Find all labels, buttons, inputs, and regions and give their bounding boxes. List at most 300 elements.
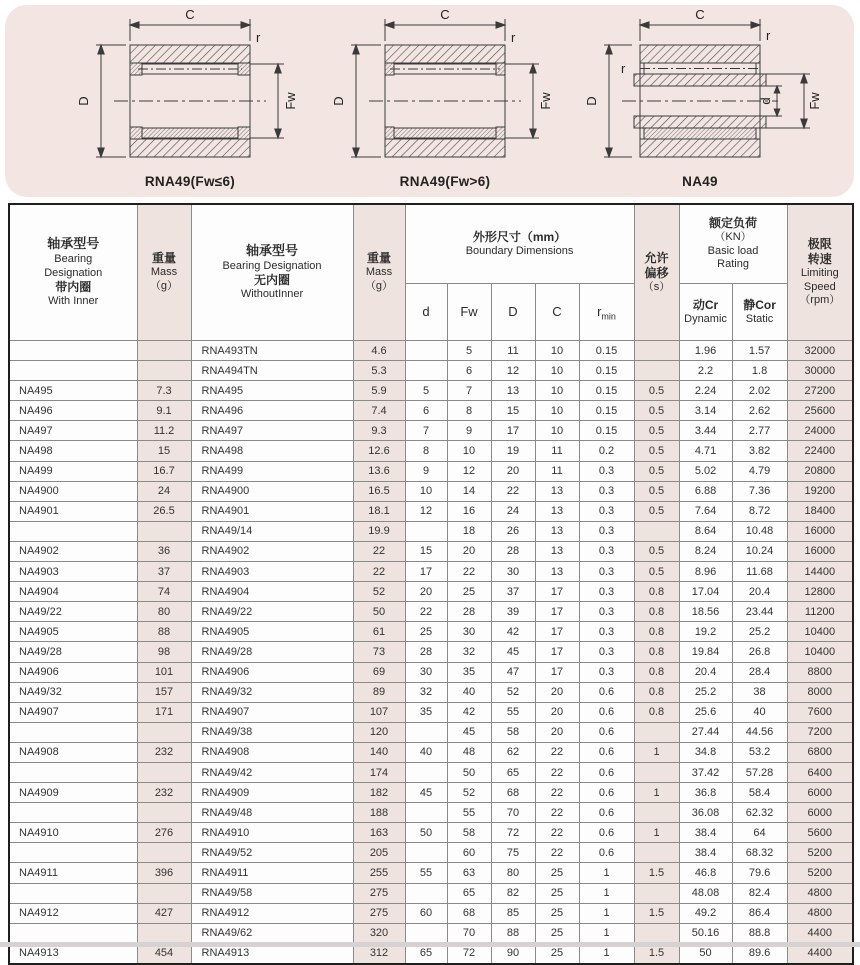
cell-fw: 63	[447, 863, 491, 883]
cell-rmin: 1	[579, 863, 634, 883]
cell-D: 13	[491, 381, 535, 401]
cell-limiting-speed: 14400	[787, 562, 853, 582]
cell-d: 35	[405, 702, 447, 722]
cell-s	[634, 762, 679, 782]
cell-fw: 8	[447, 401, 491, 421]
cell-s	[634, 843, 679, 863]
cell-with-inner	[9, 521, 137, 541]
cell-d: 40	[405, 742, 447, 762]
cell-limiting-speed: 20800	[787, 461, 853, 481]
cell-d	[405, 883, 447, 903]
cell-s: 1	[634, 823, 679, 843]
cell-with-inner: NA498	[9, 441, 137, 461]
cell-c: 17	[535, 622, 579, 642]
cell-limiting-speed: 4800	[787, 883, 853, 903]
cell-without-inner: RNA4911	[191, 863, 353, 883]
cell-limiting-speed: 16000	[787, 541, 853, 561]
cell-rmin: 0.3	[579, 622, 634, 642]
cell-fw: 70	[447, 923, 491, 943]
cell-rmin: 0.6	[579, 823, 634, 843]
table-row	[9, 481, 853, 501]
cell-limiting-speed: 4800	[787, 903, 853, 923]
table-row	[9, 602, 853, 622]
cell-mass-inner: 36	[137, 541, 191, 561]
cell-without-inner: RNA49/28	[191, 642, 353, 662]
cell-fw: 55	[447, 803, 491, 823]
cell-s: 0.5	[634, 381, 679, 401]
cell-without-inner: RNA495	[191, 381, 353, 401]
cell-cr-dynamic: 36.08	[679, 803, 732, 823]
cell-mass-inner: 171	[137, 702, 191, 722]
cell-c: 25	[535, 883, 579, 903]
diagram-caption: RNA49(Fw>6)	[399, 174, 491, 189]
cell-D: 65	[491, 762, 535, 782]
table-row	[9, 682, 853, 702]
cell-cr-dynamic: 18.56	[679, 602, 732, 622]
dim-label-D: D	[76, 96, 91, 106]
cell-without-inner: RNA4907	[191, 702, 353, 722]
cell-d: 9	[405, 461, 447, 481]
cell-mass-outer: 255	[353, 863, 405, 883]
cell-rmin: 0.6	[579, 682, 634, 702]
bearing-diagram-rna49-large-fw	[323, 5, 573, 197]
cell-d: 25	[405, 622, 447, 642]
cell-d	[405, 341, 447, 361]
cell-c: 22	[535, 762, 579, 782]
cell-fw: 32	[447, 642, 491, 662]
cell-c: 22	[535, 742, 579, 762]
cell-cor-static: 28.4	[732, 662, 787, 682]
cell-s	[634, 341, 679, 361]
cell-mass-inner: 396	[137, 863, 191, 883]
cell-with-inner: NA49/22	[9, 602, 137, 622]
cell-cor-static: 20.4	[732, 582, 787, 602]
cell-limiting-speed: 6400	[787, 762, 853, 782]
cell-D: 55	[491, 702, 535, 722]
cell-without-inner: RNA499	[191, 461, 353, 481]
cell-d: 10	[405, 481, 447, 501]
cell-c: 10	[535, 361, 579, 381]
cell-fw: 52	[447, 783, 491, 803]
cell-with-inner: NA49/32	[9, 682, 137, 702]
cell-c: 22	[535, 783, 579, 803]
cell-rmin: 0.3	[579, 642, 634, 662]
cell-with-inner: NA4900	[9, 481, 137, 501]
cell-limiting-speed: 32000	[787, 341, 853, 361]
cell-fw: 20	[447, 541, 491, 561]
cell-c: 17	[535, 662, 579, 682]
bearing-spec-table	[8, 203, 854, 965]
cell-cr-dynamic: 50	[679, 943, 732, 964]
cell-mass-outer: 320	[353, 923, 405, 943]
cell-without-inner: RNA4901	[191, 501, 353, 521]
cell-cor-static: 44.56	[732, 722, 787, 742]
cell-without-inner: RNA49/14	[191, 521, 353, 541]
cell-cor-static: 3.82	[732, 441, 787, 461]
cell-cor-static: 8.72	[732, 501, 787, 521]
cell-cor-static: 23.44	[732, 602, 787, 622]
cell-fw: 68	[447, 903, 491, 923]
cell-without-inner: RNA49/42	[191, 762, 353, 782]
header-permissible-offset: 允许 偏移 （s）	[634, 204, 679, 341]
cell-D: 39	[491, 602, 535, 622]
dim-label-d: d	[758, 97, 773, 105]
cell-d	[405, 843, 447, 863]
header-col-rmin	[579, 284, 634, 341]
cell-cor-static: 89.6	[732, 943, 787, 964]
cell-mass-outer: 52	[353, 582, 405, 602]
cell-limiting-speed: 19200	[787, 481, 853, 501]
cell-d: 8	[405, 441, 447, 461]
cell-cor-static: 62.32	[732, 803, 787, 823]
cell-d: 28	[405, 642, 447, 662]
cell-c: 13	[535, 562, 579, 582]
cell-with-inner	[9, 803, 137, 823]
cell-cor-static: 64	[732, 823, 787, 843]
dim-label-r: r	[256, 30, 261, 45]
cell-D: 37	[491, 582, 535, 602]
cell-d	[405, 361, 447, 381]
cell-without-inner: RNA49/52	[191, 843, 353, 863]
cell-s	[634, 923, 679, 943]
cell-without-inner: RNA49/62	[191, 923, 353, 943]
cell-cr-dynamic: 8.64	[679, 521, 732, 541]
cell-cr-dynamic: 1.96	[679, 341, 732, 361]
cell-D: 12	[491, 361, 535, 381]
cell-with-inner	[9, 843, 137, 863]
header-col-C: C	[535, 284, 579, 341]
cell-limiting-speed: 18400	[787, 501, 853, 521]
cell-limiting-speed: 11200	[787, 602, 853, 622]
cell-with-inner: NA4909	[9, 783, 137, 803]
table-row	[9, 863, 853, 883]
cell-cor-static: 57.28	[732, 762, 787, 782]
cell-D: 82	[491, 883, 535, 903]
cell-D: 22	[491, 481, 535, 501]
cell-fw: 42	[447, 702, 491, 722]
cell-cr-dynamic: 48.08	[679, 883, 732, 903]
cell-s: 0.8	[634, 582, 679, 602]
cell-mass-outer: 16.5	[353, 481, 405, 501]
cell-mass-outer: 5.3	[353, 361, 405, 381]
cell-d: 32	[405, 682, 447, 702]
cell-mass-inner: 454	[137, 943, 191, 964]
cell-limiting-speed: 5200	[787, 843, 853, 863]
cell-c: 17	[535, 582, 579, 602]
cell-c: 25	[535, 863, 579, 883]
cell-rmin: 0.3	[579, 582, 634, 602]
cell-with-inner	[9, 883, 137, 903]
cell-rmin: 0.15	[579, 361, 634, 381]
cell-c: 13	[535, 541, 579, 561]
cell-cr-dynamic: 25.2	[679, 682, 732, 702]
cell-limiting-speed: 6000	[787, 803, 853, 823]
cell-with-inner: NA496	[9, 401, 137, 421]
dim-label-r: r	[511, 30, 516, 45]
cell-fw: 50	[447, 762, 491, 782]
table-row	[9, 521, 853, 541]
cell-mass-outer: 7.4	[353, 401, 405, 421]
table-row	[9, 823, 853, 843]
table-row	[9, 421, 853, 441]
cell-limiting-speed: 7200	[787, 722, 853, 742]
cell-D: 52	[491, 682, 535, 702]
cell-fw: 28	[447, 602, 491, 622]
cell-without-inner: RNA4908	[191, 742, 353, 762]
cell-mass-inner: 74	[137, 582, 191, 602]
cell-d	[405, 762, 447, 782]
cell-limiting-speed: 10400	[787, 622, 853, 642]
cell-mass-outer: 89	[353, 682, 405, 702]
header-col-static: 静Cor Static	[732, 284, 787, 341]
cell-rmin: 0.15	[579, 421, 634, 441]
dim-label-fw: Fw	[283, 92, 298, 110]
table-row	[9, 783, 853, 803]
cell-with-inner	[9, 722, 137, 742]
cell-rmin: 1	[579, 883, 634, 903]
cell-d: 17	[405, 562, 447, 582]
cell-s: 0.8	[634, 662, 679, 682]
cell-without-inner: RNA49/58	[191, 883, 353, 903]
cell-d: 15	[405, 541, 447, 561]
cell-limiting-speed: 8800	[787, 662, 853, 682]
cell-cr-dynamic: 2.24	[679, 381, 732, 401]
dim-label-fw: Fw	[538, 92, 553, 110]
cell-cr-dynamic: 5.02	[679, 461, 732, 481]
cell-without-inner: RNA498	[191, 441, 353, 461]
cell-mass-outer: 312	[353, 943, 405, 964]
cell-cor-static: 82.4	[732, 883, 787, 903]
table-body	[9, 341, 853, 964]
cell-mass-inner: 26.5	[137, 501, 191, 521]
cell-s: 0.5	[634, 562, 679, 582]
cell-cor-static: 10.48	[732, 521, 787, 541]
cell-mass-outer: 50	[353, 602, 405, 622]
cell-s: 0.5	[634, 481, 679, 501]
table-row	[9, 562, 853, 582]
dim-label-c: C	[695, 7, 705, 22]
cell-s: 1.5	[634, 863, 679, 883]
cell-with-inner: NA4907	[9, 702, 137, 722]
cell-cr-dynamic: 19.84	[679, 642, 732, 662]
cell-d: 7	[405, 421, 447, 441]
cell-rmin: 0.6	[579, 702, 634, 722]
header-col-d: d	[405, 284, 447, 341]
bearing-figures-panel	[5, 5, 854, 197]
cell-rmin: 0.6	[579, 843, 634, 863]
cell-without-inner: RNA494TN	[191, 361, 353, 381]
header-basic-load-rating: 额定负荷 （KN） Basic load Rating	[679, 204, 787, 284]
cell-fw: 45	[447, 722, 491, 742]
cell-cr-dynamic: 3.44	[679, 421, 732, 441]
cell-D: 15	[491, 401, 535, 421]
cell-c: 11	[535, 461, 579, 481]
cell-c: 17	[535, 602, 579, 622]
cell-fw: 58	[447, 823, 491, 843]
cell-with-inner	[9, 341, 137, 361]
cell-cor-static: 68.32	[732, 843, 787, 863]
table-header	[9, 204, 853, 341]
table-row	[9, 803, 853, 823]
cell-mass-inner: 9.1	[137, 401, 191, 421]
cell-cor-static: 4.79	[732, 461, 787, 481]
cell-without-inner: RNA4905	[191, 622, 353, 642]
cell-c: 20	[535, 702, 579, 722]
cell-with-inner: NA4902	[9, 541, 137, 561]
table-row	[9, 903, 853, 923]
cell-rmin: 0.6	[579, 722, 634, 742]
table-row	[9, 461, 853, 481]
cell-mass-inner	[137, 843, 191, 863]
cell-s	[634, 883, 679, 903]
dim-label-D: D	[331, 96, 346, 106]
cell-D: 45	[491, 642, 535, 662]
cell-without-inner: RNA4910	[191, 823, 353, 843]
cell-with-inner	[9, 361, 137, 381]
cell-fw: 60	[447, 843, 491, 863]
cell-cor-static: 40	[732, 702, 787, 722]
cell-without-inner: RNA4913	[191, 943, 353, 964]
table-row	[9, 722, 853, 742]
cell-s: 0.8	[634, 682, 679, 702]
cell-without-inner: RNA4906	[191, 662, 353, 682]
cell-cr-dynamic: 25.6	[679, 702, 732, 722]
cell-with-inner: NA495	[9, 381, 137, 401]
cell-s: 1	[634, 742, 679, 762]
cell-with-inner: NA4905	[9, 622, 137, 642]
cell-cr-dynamic: 34.8	[679, 742, 732, 762]
cell-mass-outer: 174	[353, 762, 405, 782]
cell-D: 11	[491, 341, 535, 361]
header-limiting-speed: 极限 转速 Limiting Speed （rpm）	[787, 204, 853, 341]
cell-s	[634, 803, 679, 823]
cell-with-inner: NA4908	[9, 742, 137, 762]
header-with-inner: 轴承型号 Bearing Designation 带内圈 With Inner	[9, 204, 137, 341]
cell-d: 6	[405, 401, 447, 421]
cell-limiting-speed: 5600	[787, 823, 853, 843]
bearing-diagram-na49	[578, 5, 828, 197]
cell-rmin: 0.3	[579, 521, 634, 541]
cell-cor-static: 25.2	[732, 622, 787, 642]
table-row	[9, 843, 853, 863]
cell-mass-inner: 7.3	[137, 381, 191, 401]
cell-limiting-speed: 30000	[787, 361, 853, 381]
cell-fw: 40	[447, 682, 491, 702]
cell-mass-inner: 11.2	[137, 421, 191, 441]
dim-label-r2: r	[621, 61, 626, 76]
cell-mass-inner	[137, 803, 191, 823]
cell-D: 72	[491, 823, 535, 843]
table-row	[9, 381, 853, 401]
cell-cor-static: 1.57	[732, 341, 787, 361]
cell-s: 0.5	[634, 461, 679, 481]
cell-c: 10	[535, 381, 579, 401]
cell-cor-static: 1.8	[732, 361, 787, 381]
cell-d: 5	[405, 381, 447, 401]
rmin-label: $r_{min}$	[597, 303, 616, 322]
cell-c: 20	[535, 722, 579, 742]
cell-rmin: 0.3	[579, 602, 634, 622]
cell-fw: 10	[447, 441, 491, 461]
cell-d: 65	[405, 943, 447, 964]
cell-cr-dynamic: 8.24	[679, 541, 732, 561]
cell-c: 13	[535, 501, 579, 521]
cell-cor-static: 88.8	[732, 923, 787, 943]
cell-limiting-speed: 25600	[787, 401, 853, 421]
cell-rmin: 0.3	[579, 541, 634, 561]
cell-mass-inner: 15	[137, 441, 191, 461]
cell-cor-static: 7.36	[732, 481, 787, 501]
cell-cr-dynamic: 8.96	[679, 562, 732, 582]
table-row	[9, 642, 853, 662]
cell-d: 30	[405, 662, 447, 682]
cell-mass-inner	[137, 361, 191, 381]
cell-mass-inner: 101	[137, 662, 191, 682]
cell-mass-outer: 22	[353, 541, 405, 561]
cell-mass-inner: 232	[137, 742, 191, 762]
cell-D: 70	[491, 803, 535, 823]
cell-limiting-speed: 10400	[787, 642, 853, 662]
cell-cor-static: 2.02	[732, 381, 787, 401]
cell-c: 11	[535, 441, 579, 461]
cell-rmin: 0.3	[579, 461, 634, 481]
cell-without-inner: RNA4909	[191, 783, 353, 803]
cell-mass-outer: 163	[353, 823, 405, 843]
cell-mass-inner: 157	[137, 682, 191, 702]
cell-limiting-speed: 5200	[787, 863, 853, 883]
cell-rmin: 0.3	[579, 562, 634, 582]
cell-cr-dynamic: 36.8	[679, 783, 732, 803]
cell-s: 0.5	[634, 421, 679, 441]
cell-mass-outer: 4.6	[353, 341, 405, 361]
cell-c: 22	[535, 843, 579, 863]
cell-cr-dynamic: 20.4	[679, 662, 732, 682]
cell-fw: 5	[447, 341, 491, 361]
cell-d: 12	[405, 501, 447, 521]
bearing-cross-section	[622, 45, 778, 157]
cell-cr-dynamic: 2.2	[679, 361, 732, 381]
cell-with-inner: NA4911	[9, 863, 137, 883]
cell-mass-inner: 80	[137, 602, 191, 622]
cell-with-inner: NA4904	[9, 582, 137, 602]
cell-mass-outer: 9.3	[353, 421, 405, 441]
cell-mass-outer: 69	[353, 662, 405, 682]
cell-cr-dynamic: 17.04	[679, 582, 732, 602]
cell-mass-inner	[137, 521, 191, 541]
cell-without-inner: RNA49/22	[191, 602, 353, 622]
dim-label-fw: Fw	[807, 92, 822, 110]
table-row	[9, 883, 853, 903]
cell-limiting-speed: 7600	[787, 702, 853, 722]
bearing-cross-section	[369, 45, 521, 157]
cell-without-inner: RNA4902	[191, 541, 353, 561]
cell-without-inner: RNA4903	[191, 562, 353, 582]
cell-s: 1	[634, 783, 679, 803]
cell-c: 25	[535, 943, 579, 964]
cell-with-inner: NA499	[9, 461, 137, 481]
cell-d	[405, 803, 447, 823]
cell-D: 75	[491, 843, 535, 863]
cell-d	[405, 722, 447, 742]
cell-d: 50	[405, 823, 447, 843]
cell-limiting-speed: 4400	[787, 943, 853, 964]
cell-fw: 22	[447, 562, 491, 582]
cell-without-inner: RNA49/38	[191, 722, 353, 742]
cell-s: 0.8	[634, 642, 679, 662]
dim-label-D: D	[584, 96, 599, 106]
cell-fw: 14	[447, 481, 491, 501]
cell-cor-static: 11.68	[732, 562, 787, 582]
